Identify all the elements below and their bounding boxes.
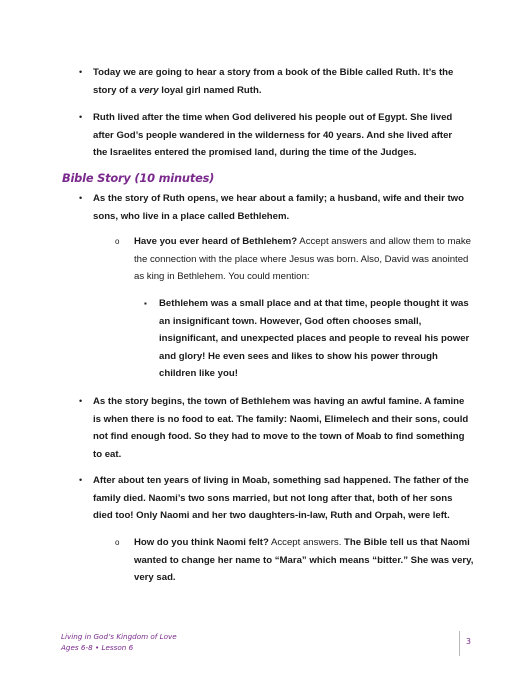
bullet-marker: •: [79, 396, 83, 406]
text-line: Today we are going to hear a story from a book of the Bible called Ruth. It’s the: [93, 67, 454, 78]
text-line: an insignificant town. However, God often chooses small,: [159, 315, 422, 327]
bethlehem-note: [159, 295, 469, 383]
section-heading: Bible Story (10 minutes): [62, 171, 215, 185]
text-line: insignificant, and unexpected places and people to reveal his power: [159, 333, 470, 344]
bullet-marker: •: [79, 67, 83, 77]
story-paragraph-2: [93, 393, 468, 463]
text-line: How do you think Naomi felt? Accept answers. The Bible tell us that Naomi: [134, 537, 470, 548]
page-number: 3: [466, 637, 471, 646]
text-line: after God’s people wandered in the wilderness for 40 years. And she lived after: [93, 129, 453, 141]
text-line: died too! Only Naomi and her two daughters-in-law, Ruth and Orpah, were left.: [93, 510, 450, 521]
story-paragraph-3: [93, 472, 469, 525]
text-line: the Israelites entered the promised land, during the time of the Judges.: [93, 147, 417, 158]
text-line: After about ten years of living in Moab, something sad happened. The father of the: [93, 475, 469, 486]
text-line: family died. Naomi’s two sons married, but not long after that, both of her sons: [93, 492, 453, 504]
square-marker: ▪: [144, 299, 147, 308]
text-line: very sad.: [134, 572, 176, 583]
text-line: as king in Bethlehem. You could mention:: [134, 271, 310, 282]
text-line: sons, who live in a place called Bethlehem.: [93, 210, 290, 222]
circle-marker: o: [115, 237, 120, 246]
text-line: story of a very loyal girl named Ruth.: [93, 84, 262, 96]
text-line: Bethlehem was a small place and at that time, people thought it was: [159, 298, 469, 309]
text-line: As the story begins, the town of Bethlehem was having an awful famine. A famine: [93, 396, 465, 407]
bullet-marker: •: [79, 193, 83, 203]
circle-marker: o: [115, 538, 120, 547]
footer-divider: [459, 631, 460, 656]
text-line: and glory! He even sees and likes to show his power through: [159, 350, 438, 362]
text-line: not find enough food. So they had to move to the town of Moab to find something: [93, 431, 465, 442]
emphasis-very: very: [138, 84, 159, 96]
question-naomi: [134, 534, 473, 587]
text-line: to eat.: [93, 448, 122, 460]
text-line: children like you!: [159, 368, 238, 379]
text-line: As the story of Ruth opens, we hear about a family; a husband, wife and their two: [93, 193, 465, 204]
bullet-marker: •: [79, 112, 83, 122]
intro-paragraph-1: [93, 64, 453, 99]
question-bethlehem: [134, 233, 471, 286]
text-line: Have you ever heard of Bethlehem? Accept answers and allow them to make: [134, 236, 471, 247]
text-line: wanted to change her name to “Mara” which means “bitter.” She was very,: [134, 554, 474, 566]
bullet-marker: •: [79, 475, 83, 485]
footer-title: Living in God’s Kingdom of Love: [61, 632, 177, 641]
story-paragraph-1: [93, 190, 464, 225]
text-line: the connection with the place where Jesus was born. Also, David was anointed: [134, 253, 469, 265]
footer-subtitle: Ages 6-8 • Lesson 6: [61, 643, 134, 652]
page-footer: [61, 631, 177, 653]
intro-paragraph-2: [93, 109, 452, 162]
text-line: is when there is no food to eat. The family: Naomi, Elimelech and their sons, could: [93, 413, 469, 425]
text-line: Ruth lived after the time when God delivered his people out of Egypt. She lived: [93, 112, 453, 123]
